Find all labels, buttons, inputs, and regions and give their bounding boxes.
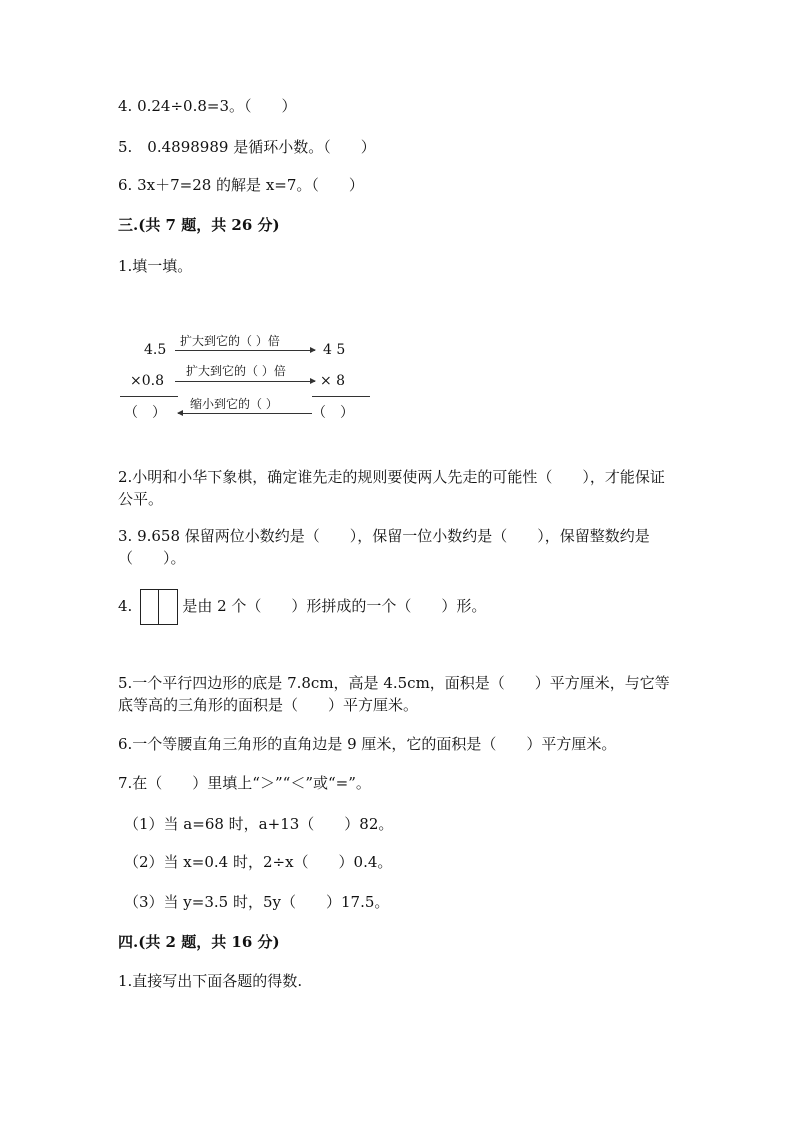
diagram-bottom-left: （ ） xyxy=(124,405,166,421)
q7-sub-2: （2）当 x=0.4 时，2÷x（ ）0.4。 xyxy=(124,853,393,871)
rectangle-figure xyxy=(140,589,178,625)
q7-sub-3: （3）当 y=3.5 时，5y（ ）17.5。 xyxy=(124,893,390,911)
item-4: 4. 0.24÷0.8=3。（ ） xyxy=(118,97,297,115)
section-3-heading: 三.(共 7 题，共 26 分) xyxy=(118,216,280,234)
q7-sub-1: （1）当 a=68 时，a+13（ ）82。 xyxy=(124,815,394,833)
diagram-top-left: 4.5 xyxy=(144,342,167,358)
q2-text: 2.小明和小华下象棋，确定谁先走的规则要使两人先走的可能性（ ），才能保证公平。 xyxy=(118,468,665,508)
q7-text: 7.在（ ）里填上“＞”“＜”或“=”。 xyxy=(118,774,371,792)
diagram-mid-left: ×0.8 xyxy=(130,373,164,389)
item-5: 5. 0.4898989 是循环小数。（ ） xyxy=(118,138,376,156)
diagram-arrow3-label: 缩小到它的（ ） xyxy=(190,397,278,411)
q3-text: 3. 9.658 保留两位小数约是（ ），保留一位小数约是（ ），保留整数约是（ ）。 xyxy=(118,527,650,567)
q5-text: 5.一个平行四边形的底是 7.8cm，高是 4.5cm，面积是（ ）平方厘米，与它等底等高的三角形的面积是（ ）平方厘米。 xyxy=(118,674,670,714)
q4-row xyxy=(118,588,486,625)
q1-text: 1.填一填。 xyxy=(118,257,193,275)
right-result-line xyxy=(312,396,370,397)
diagram-mid-right: × 8 xyxy=(320,373,346,389)
q6-text: 6.一个等腰直角三角形的直角边是 9 厘米，它的面积是（ ）平方厘米。 xyxy=(118,735,617,753)
diagram-arrow1-label: 扩大到它的（ ）倍 xyxy=(180,334,280,348)
arrow-right-1 xyxy=(175,350,315,351)
q4-text: 是由 2 个（ ）形拼成的一个（ ）形。 xyxy=(182,597,487,615)
section-4-q1: 1.直接写出下面各题的得数. xyxy=(118,972,303,990)
item-6: 6. 3x＋7=28 的解是 x=7。（ ） xyxy=(118,176,364,194)
diagram-arrow2-label: 扩大到它的（ ）倍 xyxy=(186,364,286,378)
q4-number: 4. xyxy=(118,597,133,615)
arrow-right-2 xyxy=(175,381,315,382)
section-4-heading: 四.(共 2 题，共 16 分) xyxy=(118,933,280,951)
diagram-top-right: 4 5 xyxy=(323,342,346,358)
multiplication-diagram xyxy=(120,326,380,426)
diagram-bottom-right: （ ） xyxy=(312,405,354,421)
left-result-line xyxy=(120,396,178,397)
arrow-left-3 xyxy=(178,413,312,414)
